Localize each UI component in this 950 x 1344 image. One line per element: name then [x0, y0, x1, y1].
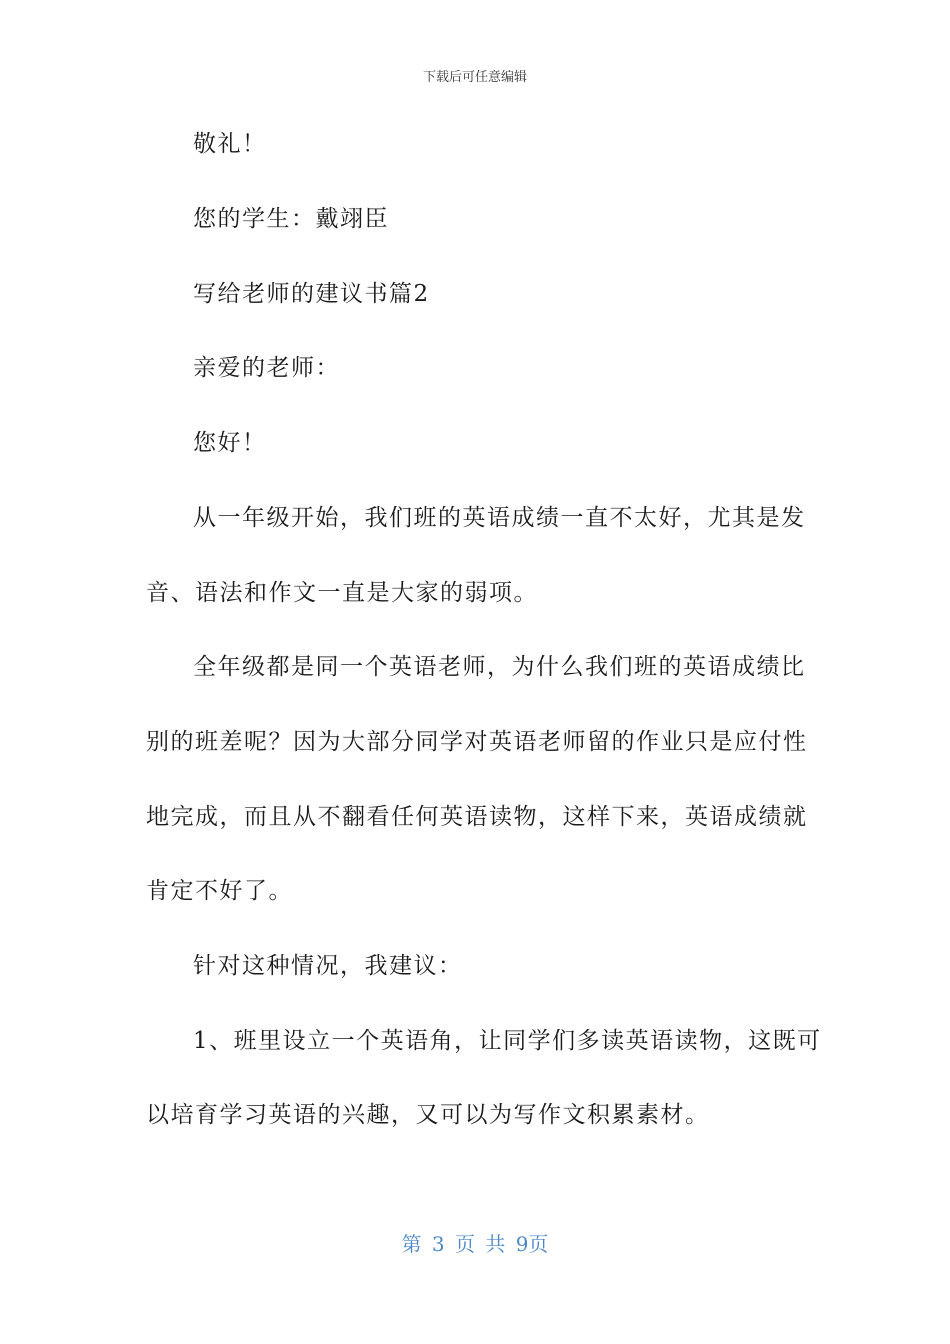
suggestion-1-line-2: 以培育学习英语的兴趣，又可以为写作文积累素材。	[146, 1102, 710, 1128]
hello-line: 您好！	[193, 430, 267, 456]
section-title: 写给老师的建议书篇2	[193, 281, 430, 307]
suggestion-intro: 针对这种情况，我建议：	[193, 953, 463, 979]
greeting-line: 亲爱的老师：	[193, 355, 340, 381]
suggestion-1-line-1: 1、班里设立一个英语角，让同学们多读英语读物，这既可	[193, 1028, 822, 1054]
paragraph-2-line-3: 地完成，而且从不翻看任何英语读物，这样下来，英语成绩就	[146, 804, 808, 830]
signature-line: 您的学生：戴翊臣	[193, 206, 389, 232]
paragraph-2-line-1: 全年级都是同一个英语老师，为什么我们班的英语成绩比	[193, 654, 806, 680]
paragraph-1-line-2: 音、语法和作文一直是大家的弱项。	[146, 580, 538, 606]
paragraph-2-line-4: 肯定不好了。	[146, 878, 293, 904]
page-header: 下载后可任意编辑	[422, 70, 527, 85]
paragraph-1-line-1: 从一年级开始，我们班的英语成绩一直不太好，尤其是发	[193, 505, 806, 531]
paragraph-2-line-2: 别的班差呢？因为大部分同学对英语老师留的作业只是应付性	[146, 729, 808, 755]
page-number: 第 3 页 共 9页	[401, 1232, 549, 1256]
closing-salutation: 敬礼！	[193, 131, 267, 157]
